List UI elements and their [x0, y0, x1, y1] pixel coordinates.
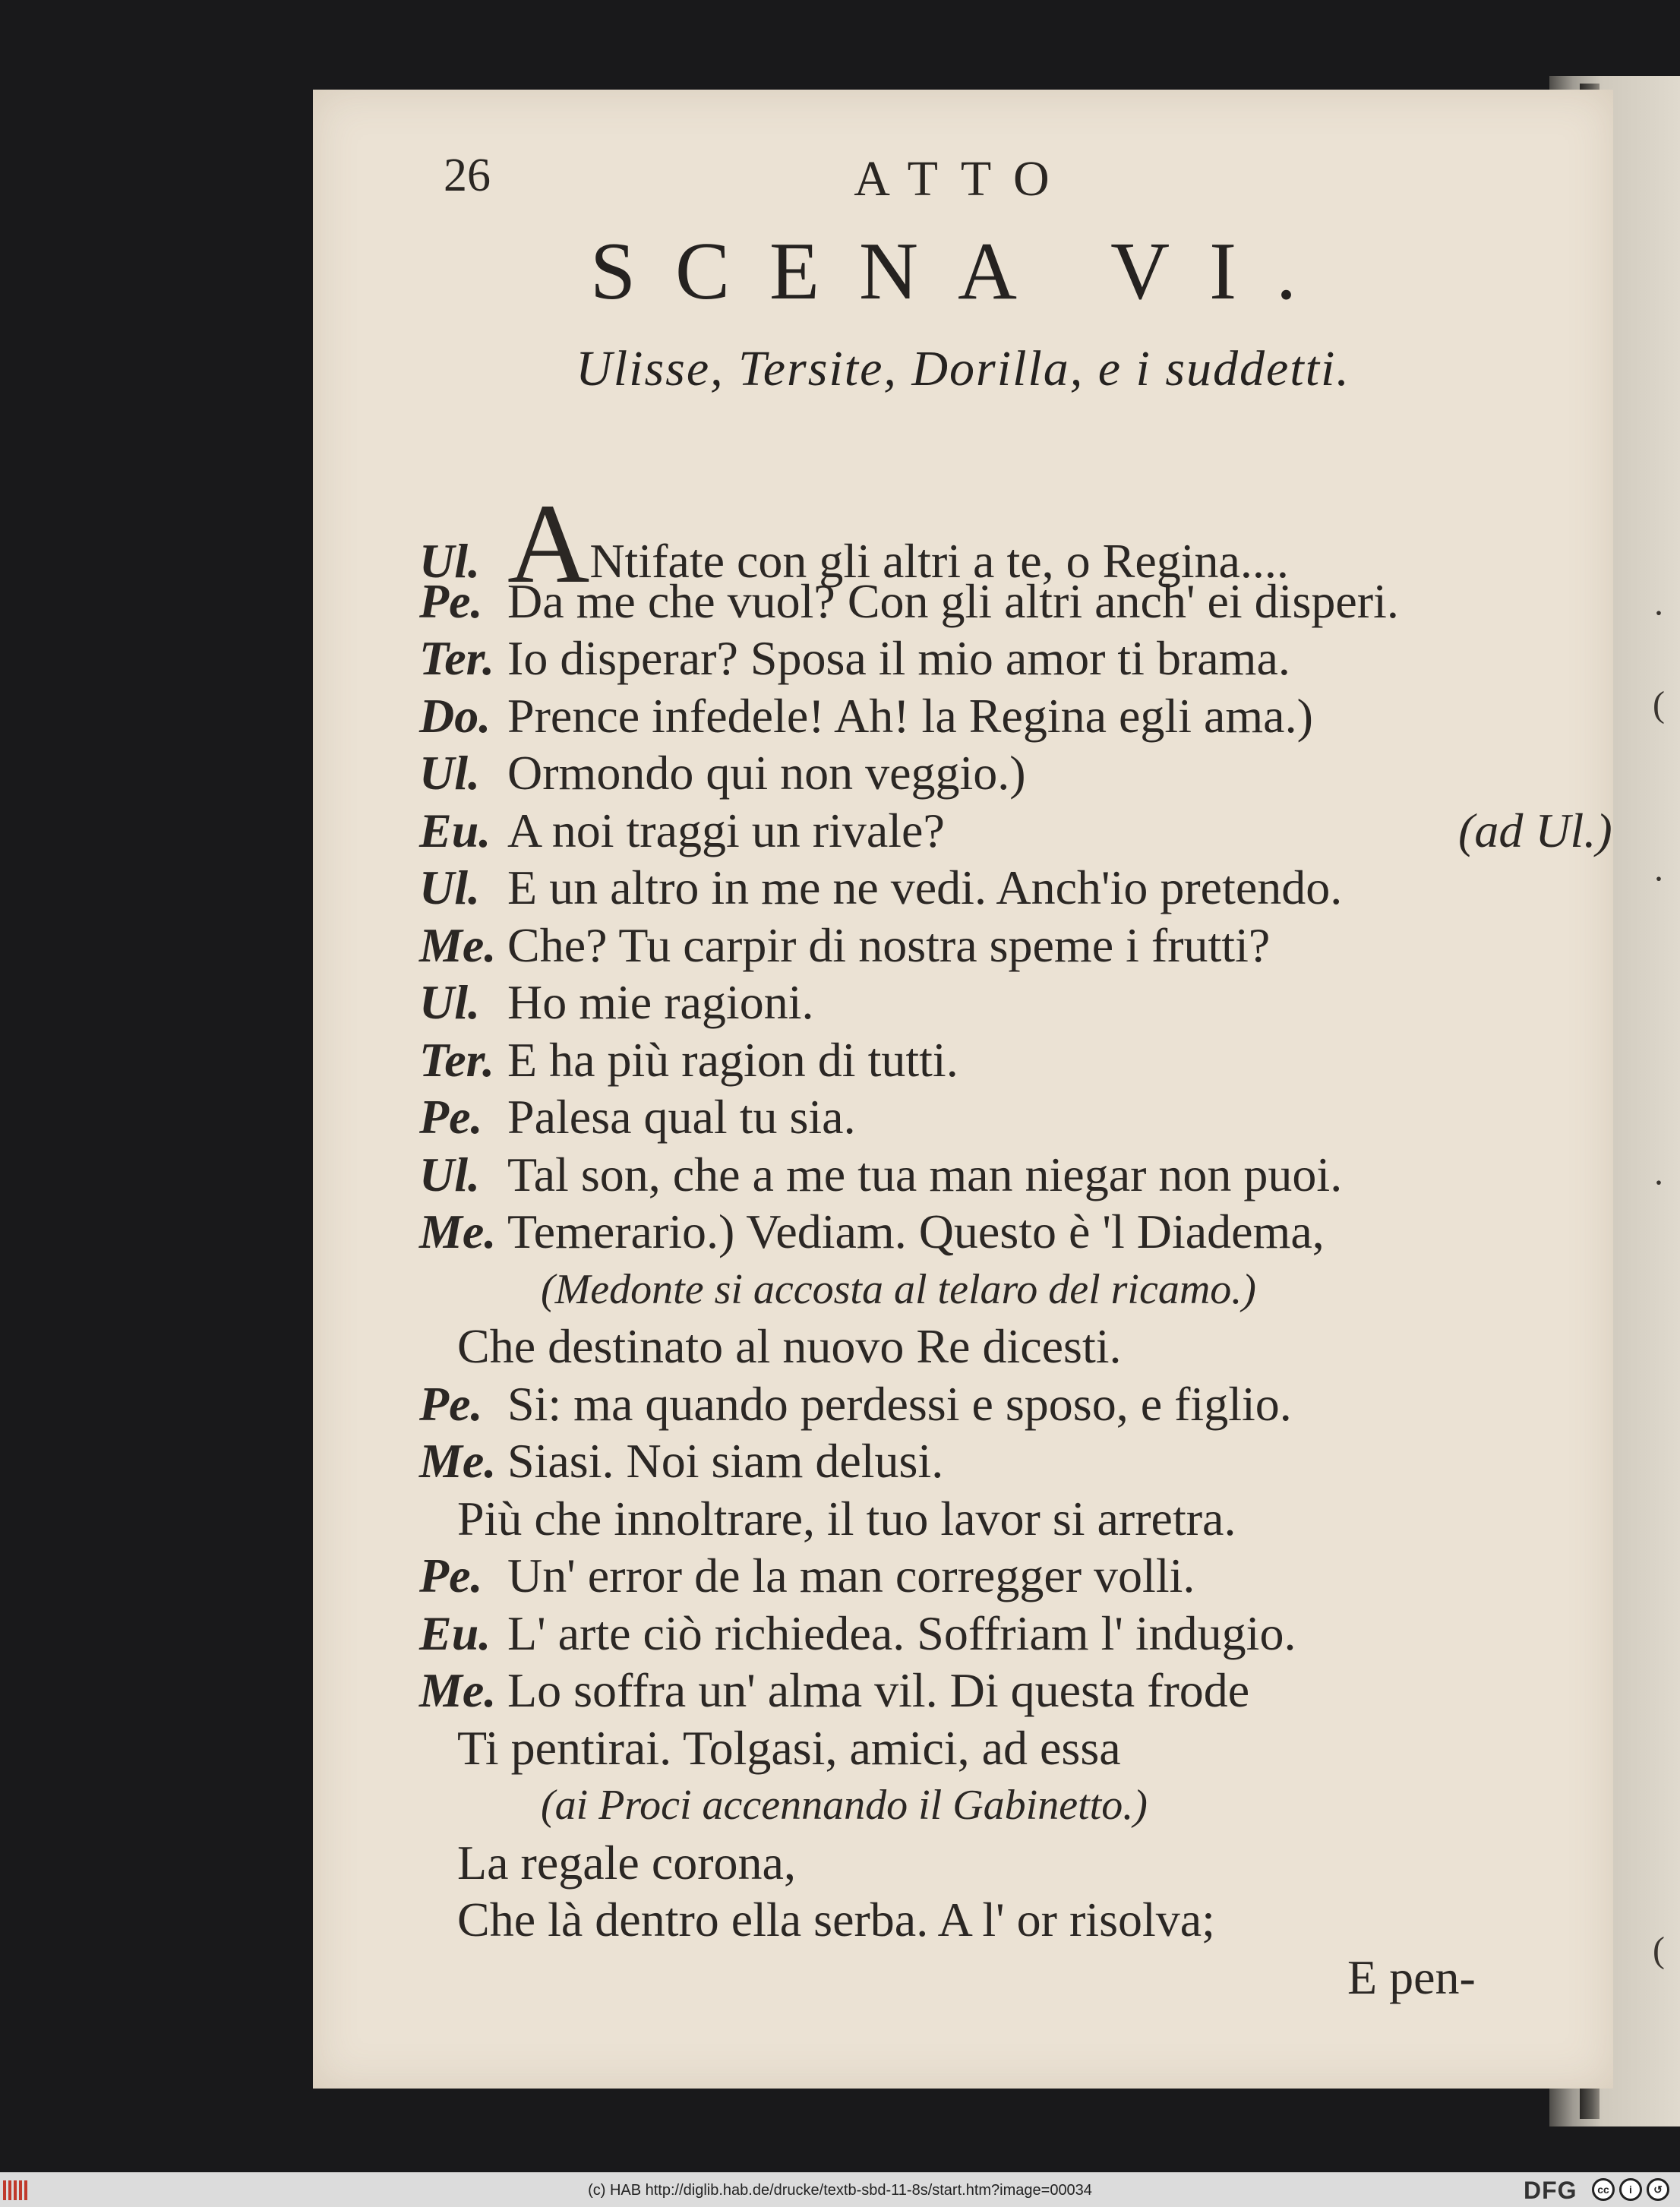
speaker-label: Me.	[419, 917, 497, 972]
line-text: Ti pentirai. Tolgasi, amici, ad essa	[457, 1720, 1121, 1775]
speaker-label: Ter.	[419, 1032, 494, 1087]
copyright-link[interactable]: (c) HAB http://diglib.hab.de/drucke/textb-sbd-11-8s/start.htm?image=00034	[588, 2182, 1092, 2199]
dialogue-line	[419, 1031, 958, 1089]
line-text: Palesa qual tu sia.	[507, 1090, 856, 1144]
speaker-label: Pe.	[419, 1376, 483, 1431]
line-text: La regale corona,	[457, 1835, 796, 1890]
line-text: Ntifate con gli altri a te, o Regina....	[589, 534, 1289, 588]
dialogue-line	[419, 744, 1026, 802]
line-text: A noi traggi un rivale?	[507, 803, 945, 857]
next-page-bleed-marks: · ( · · (	[1653, 593, 1665, 1970]
speaker-label: Eu.	[419, 803, 491, 857]
dialogue-line	[419, 1146, 1342, 1204]
dialogue-line	[419, 573, 1399, 630]
dialogue-line	[419, 1375, 1292, 1433]
book-page	[313, 90, 1613, 2089]
dialogue-line	[419, 1547, 1195, 1605]
line-text: Temerario.) Vediam. Questo è 'l Diadema,	[507, 1205, 1325, 1258]
line-text: Che là dentro ella serba. A l' or risolva;	[457, 1893, 1215, 1947]
line-text: Un' error de la man corregger volli.	[507, 1549, 1195, 1602]
speaker-label: Ul.	[419, 1147, 480, 1201]
scene-characters: Ulisse, Tersite, Dorilla, e i suddetti.	[576, 341, 1350, 396]
speaker-label: Ul.	[419, 746, 480, 800]
speaker-label: Pe.	[419, 1090, 483, 1144]
line-text: Che? Tu carpir di nostra speme i frutti?	[507, 917, 1271, 972]
scene-title: SCENA VI.	[589, 226, 1337, 317]
dialogue-line	[457, 1318, 1122, 1375]
line-text: Io disperar? Sposa il mio amor ti brama.	[507, 631, 1290, 685]
aside-direction: (ad Ul.)	[1458, 803, 1612, 857]
line-text: Lo soffra un' alma vil. Di questa frode	[507, 1663, 1250, 1717]
line-text: Si: ma quando perdessi e sposo, e figlio.	[507, 1376, 1292, 1431]
line-text: Prence infedele! Ah! la Regina egli ama.)	[507, 688, 1313, 743]
by-icon: i	[1619, 2178, 1642, 2201]
dialogue-line	[419, 630, 1290, 687]
dialogue-line	[419, 1662, 1249, 1719]
speaker-label: Do.	[419, 688, 491, 743]
dialogue-line	[419, 859, 1342, 917]
speaker-label: Pe.	[419, 1549, 483, 1602]
speaker-label: Ul.	[419, 975, 480, 1029]
sa-icon: ↺	[1647, 2178, 1669, 2201]
drop-initial: A	[507, 481, 590, 607]
dialogue-line	[419, 1088, 856, 1146]
viewer-footer	[0, 2172, 1680, 2207]
dialogue-line	[457, 1719, 1121, 1777]
dialogue-line	[419, 687, 1313, 745]
stage-direction	[541, 1776, 1148, 1834]
dialogue-line	[419, 974, 813, 1031]
cc-icon: cc	[1592, 2178, 1615, 2201]
dialogue-line	[419, 1203, 1325, 1261]
speaker-label: Me.	[419, 1663, 497, 1717]
dialogue-line	[419, 917, 1270, 974]
speaker-label: Me.	[419, 1205, 497, 1258]
line-text: Ormondo qui non veggio.)	[507, 746, 1026, 800]
speaker-label: Eu.	[419, 1606, 491, 1660]
running-head: ATTO	[854, 151, 1072, 207]
catchword	[1347, 1949, 1476, 2007]
line-text: Siasi. Noi siam delusi.	[507, 1434, 944, 1488]
stage-text: (Medonte si accosta al telaro del ricamo.)	[541, 1265, 1256, 1313]
speaker-label: Ul.	[419, 534, 480, 588]
speaker-label: Ter.	[419, 631, 494, 685]
dialogue-line	[419, 1432, 943, 1490]
dialogue-line	[457, 1834, 796, 1892]
line-text: Tal son, che a me tua man niegar non puoi.	[507, 1147, 1343, 1201]
line-text: E un altro in me ne vedi. Anch'io pretendo.	[507, 860, 1343, 914]
speaker-label: Pe.	[419, 573, 483, 628]
line-text: Che destinato al nuovo Re dicesti.	[457, 1319, 1122, 1373]
line-text: E ha più ragion di tutti.	[507, 1032, 958, 1087]
catchword-text: E pen-	[1347, 1950, 1476, 2004]
dialogue-line	[457, 1891, 1215, 1949]
line-text: Da me che vuol? Con gli altri anch' ei disperi.	[507, 573, 1399, 628]
speaker-label: Me.	[419, 1434, 497, 1488]
line-text: Più che innoltrare, il tuo lavor si arretra.	[457, 1491, 1236, 1546]
dialogue-line	[419, 802, 1612, 860]
stage-text: (ai Proci accennando il Gabinetto.)	[541, 1782, 1148, 1829]
page-number: 26	[444, 150, 491, 201]
line-text: L' arte ciò richiedea. Soffriam l' indugio.	[507, 1606, 1296, 1660]
dialogue-line	[457, 1490, 1236, 1548]
dialogue-line	[419, 1605, 1296, 1662]
line-text: Ho mie ragioni.	[507, 975, 814, 1029]
dfg-logo: DFG	[1524, 2177, 1577, 2204]
speaker-label: Ul.	[419, 860, 480, 914]
stage-direction	[541, 1261, 1256, 1318]
